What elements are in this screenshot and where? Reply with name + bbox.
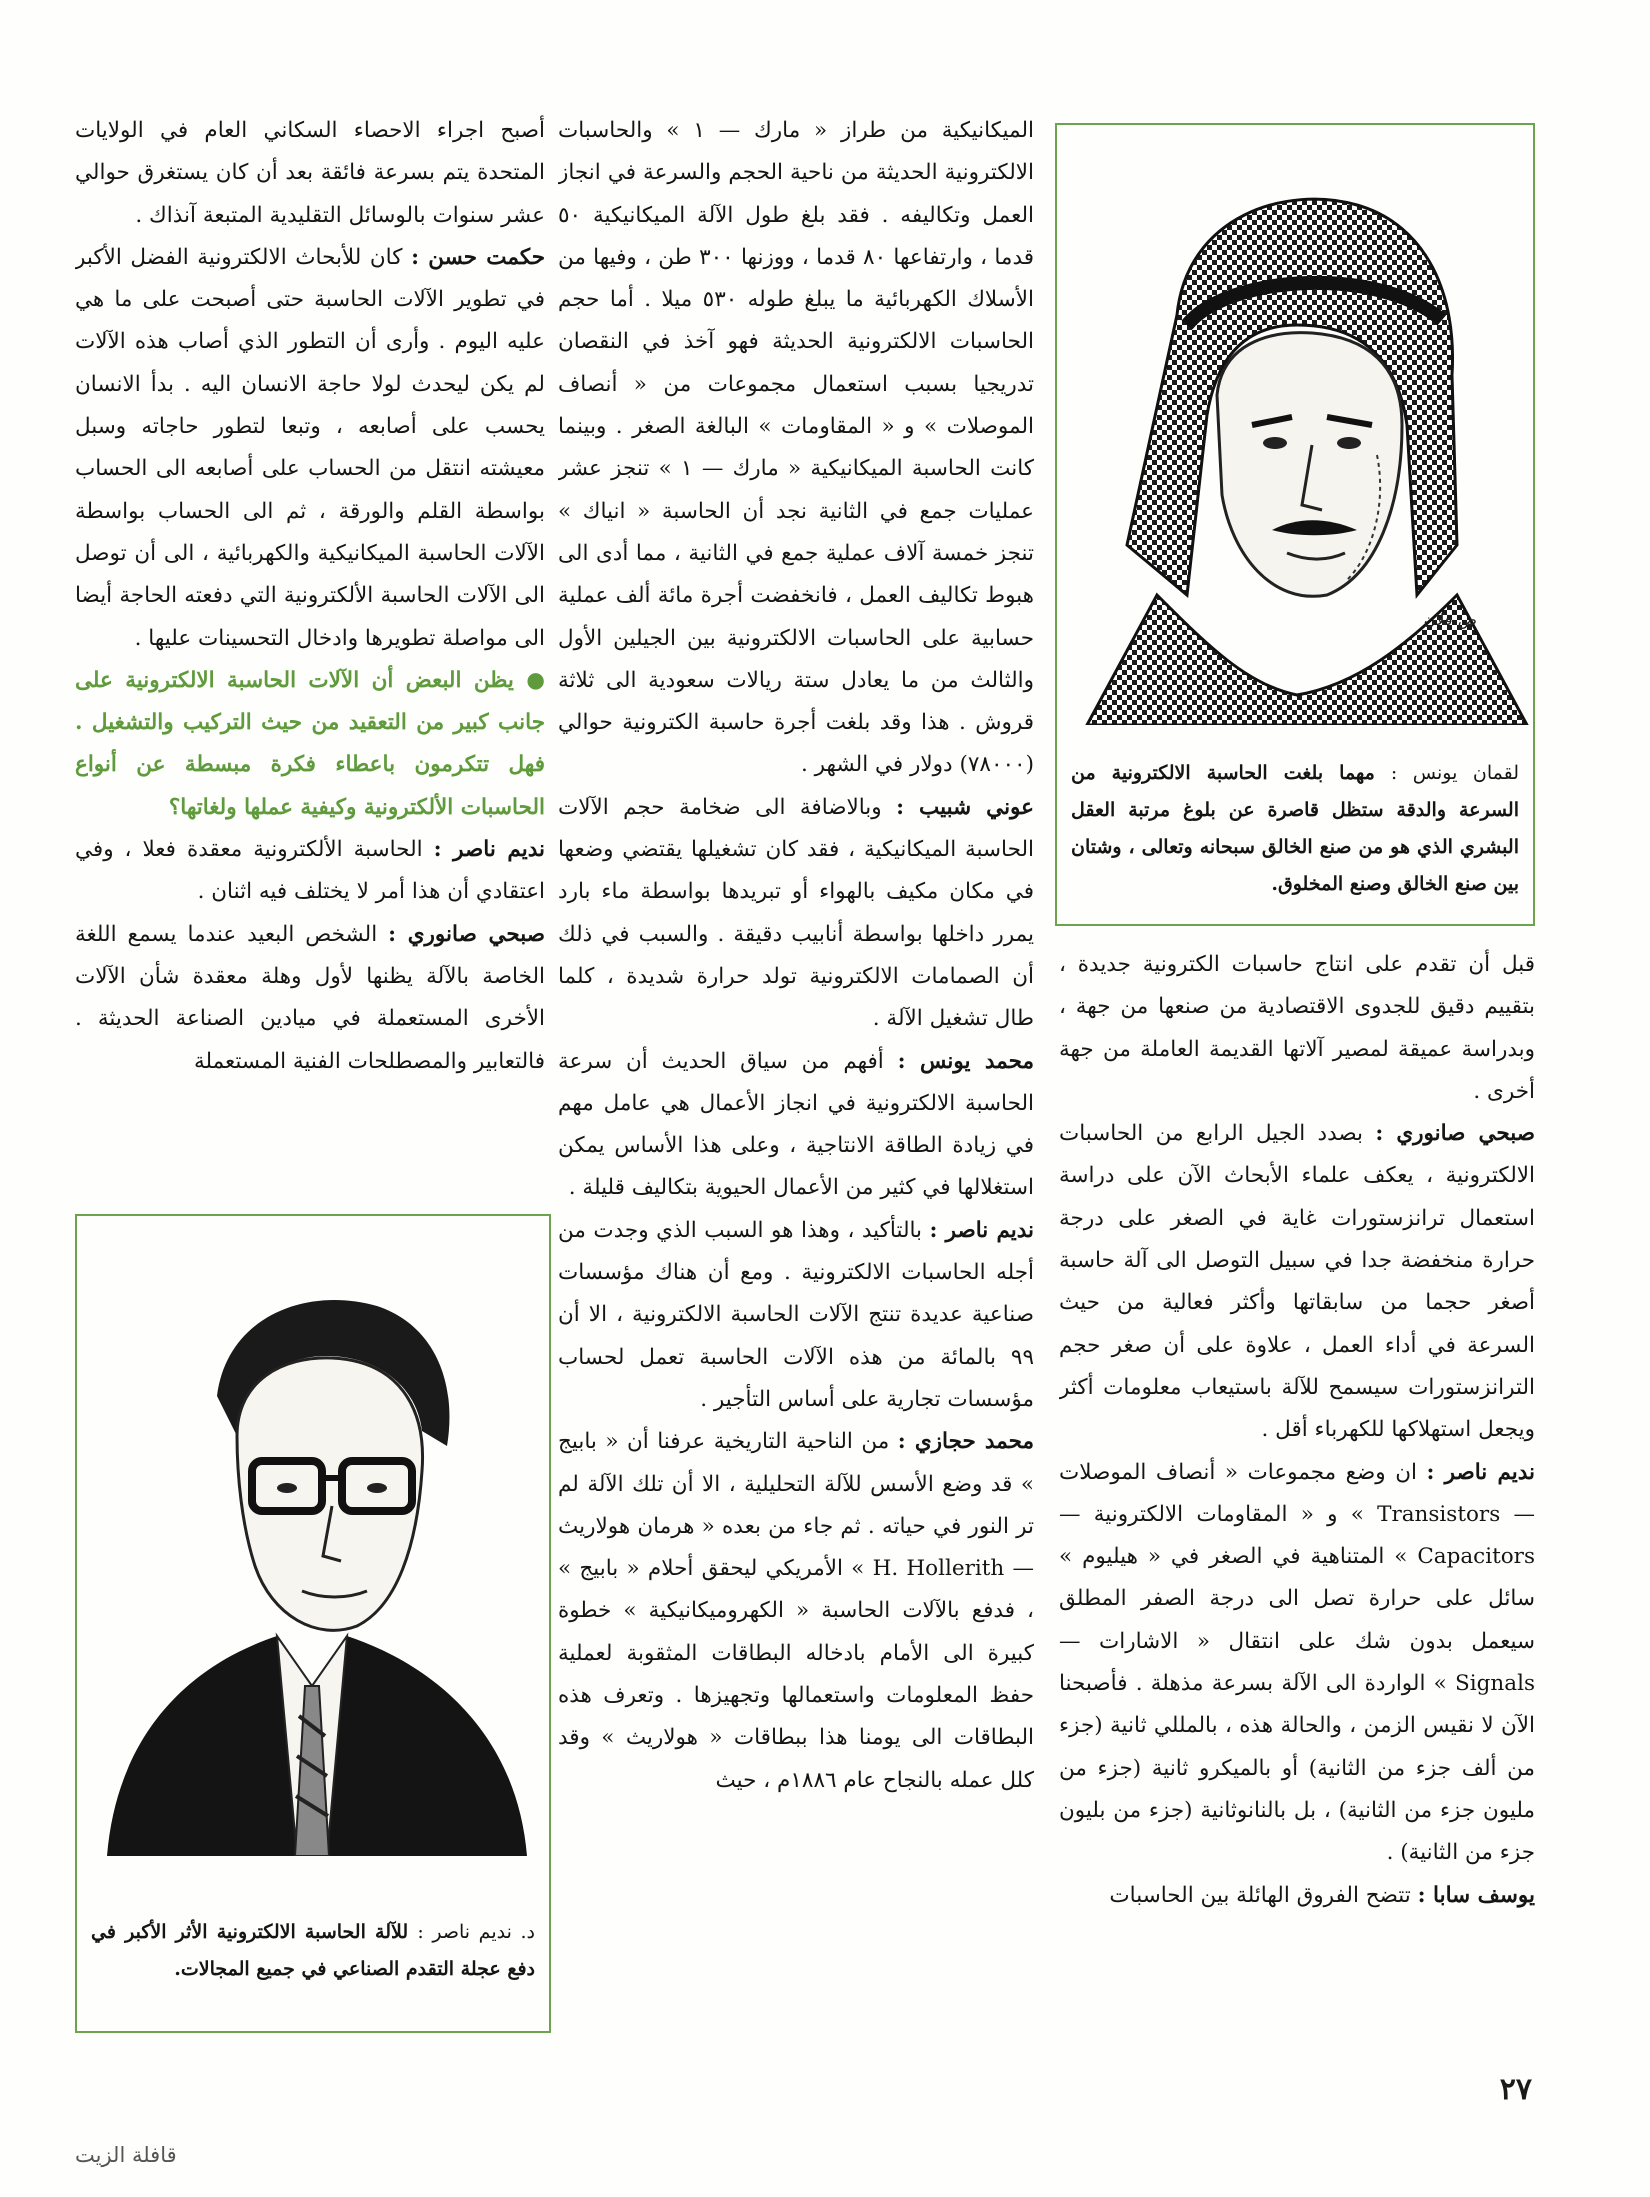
caption-luqman-text: مهما بلغت الحاسبة الالكترونية من السرعة والدقة ستظل قاصرة عن بلوغ مرتبة العقل البشري الذي هو من صنع الخالق سبحانه وتعالى ، وشتان بين صنع الخالق وصنع المخلوق. <box>1071 762 1519 895</box>
illustrator-signature: ص قلان <box>1423 610 1477 629</box>
left-paragraph-4: صبحي صانوري : الشخص البعيد عندما يسمع اللغة الخاصة بالآلة يظنها لأول وهلة معقدة شأن الآلات الأخرى المستعملة في ميادين الصناعة الحديثة . فالتعابير والمصطلحات الفنية المستعملة <box>75 921 545 1074</box>
article-column-right <box>1059 944 1535 2044</box>
portrait-nadeem-illustration <box>77 1216 549 1856</box>
portrait-box-nadeem <box>75 1214 551 2033</box>
middle-paragraph-5: محمد حجازي : من الناحية التاريخية عرفنا أن « بابيج » قد وضع الأسس للآلة التحليلية ، الا أن تلك الآلة لم تر النور في حياته . ثم جاء من بعده « هرمان هولاريث — H. Hollerith » الأمريكي ليحقق أحلام « بابيج » ، فدفع بالآلات الحاسبة « الكهروميكانيكية » خطوة كبيرة الى الأمام بادخاله البطاقات المثقوبة لعملية حفظ المعلومات واستعمالها وتجهيزها . وتعرف هذه البطاقات الى يومنا هذا ببطاقات « هولاريث » وقد كلل عمله بالنجاح عام ١٨٨٦م ، حيث <box>558 1429 1034 1793</box>
right-paragraph-3: نديم ناصر : ان وضع مجموعات « أنصاف الموصلات — Transistors » و « المقاومات الالكترونية — Capacitors » المتناهية في الصغر في « هيليوم » سائل على حرارة تصل الى درجة الصفر المطلق سيعمل بدون شك على انتقال « الاشارات — Signals » الواردة الى الآلة بسرعة مذهلة . فأصبحنا الآن لا نقيس الزمن ، والحالة هذه ، بالمللي ثانية (جزء من ألف جزء من الثانية) أو بالميكرو ثانية (جزء من مليون جزء من الثانية) ، بل بالنانوثانية (جزء من بليون جزء من الثانية) . <box>1059 1459 1535 1866</box>
left-paragraph-1: أصبح اجراء الاحصاء السكاني العام في الولايات المتحدة يتم بسرعة فائقة بعد أن كان يستغرق حوالي عشر سنوات بالوسائل التقليدية المتبعة آنذاك . <box>75 118 545 228</box>
caption-luqman-speaker: لقمان يونس : <box>1390 762 1519 784</box>
middle-paragraph-4: نديم ناصر : بالتأكيد ، وهذا هو السبب الذي وجدت من أجله الحاسبات الالكترونية . ومع أن هناك مؤسسات صناعية عديدة تنتج الآلات الحاسبة الالكترونية ، الا أن ٩٩ بالمائة من هذه الآلات الحاسبة تعمل لحساب مؤسسات تجارية على أساس التأجير . <box>558 1217 1034 1412</box>
page-number: ٢٧ <box>1499 2072 1532 2107</box>
magazine-masthead: قافلة الزيت <box>75 2143 177 2167</box>
interview-question: ● يظن البعض أن الآلات الحاسبة الالكترونية على جانب كبير من التعقيد من حيث التركيب والتشغيل . فهل تتكرمون باعطاء فكرة مبسطة عن أنواع الحاسبات الألكترونية وكيفية عملها ولغاتها؟ <box>75 667 545 820</box>
article-column-middle <box>558 110 1034 2050</box>
article-column-left <box>75 110 545 1200</box>
portrait-box-luqman <box>1055 123 1535 926</box>
portrait-luqman-illustration <box>1057 125 1533 725</box>
right-paragraph-4: يوسف سابا : تتضح الفروق الهائلة بين الحاسبات <box>1109 1882 1535 1908</box>
caption-nadeem-text: للآلة الحاسبة الالكترونية الأثر الأكبر في دفع عجلة التقدم الصناعي في جميع المجالات. <box>91 1921 535 1980</box>
right-paragraph-1: قبل أن تقدم على انتاج حاسبات الكترونية جديدة ، بتقييم دقيق للجدوى الاقتصادية من صنعها من جهة ، وبدراسة عميقة لمصير آلاتها القديمة العاملة من جهة أخرى . <box>1059 952 1535 1104</box>
left-paragraph-3: نديم ناصر : الحاسبة الألكترونية معقدة فعلا ، وفي اعتقادي أن هذا أمر لا يختلف فيه اثنان . <box>75 837 545 905</box>
caption-nadeem <box>91 1914 535 1988</box>
middle-paragraph-2: عوني شبيب : وبالاضافة الى ضخامة حجم الآلات الحاسبة الميكانيكية ، فقد كان تشغيلها يقتضي وضعها في مكان مكيف بالهواء أو تبريدها بواسطة ماء بارد يمرر داخلها بواسطة أنابيب دقيقة . والسبب في ذلك أن الصمامات الالكترونية تولد حرارة شديدة ، كلما طال تشغيل الآلة . <box>558 794 1034 1032</box>
caption-nadeem-speaker: د. نديم ناصر : <box>417 1921 535 1943</box>
left-paragraph-2: حكمت حسن : كان للأبحاث الالكترونية الفضل الأكبر في تطوير الآلات الحاسبة حتى أصبحت على ما هي عليه اليوم . وأرى أن التطور الذي أصاب هذه الآلات لم يكن ليحدث لولا حاجة الانسان اليه . بدأ الانسان يحسب على أصابعه ، وتبعا لتطور حاجاته وسبل معيشته انتقل من الحساب على أصابعه الى الحساب بواسطة القلم والورقة ، ثم الى الحساب بواسطة الآلات الحاسبة الميكانيكية والكهربائية ، الى أن توصل الى الآلات الحاسبة الألكترونية التي دفعته الحاجة أيضا الى مواصلة تطويرها وادخال التحسينات عليها . <box>75 244 545 651</box>
right-paragraph-2: صبحي صانوري : بصدد الجيل الرابع من الحاسبات الالكترونية ، يعكف علماء الأبحاث الآن على دراسة استعمال ترانزستورات غاية في الصغر على درجة حرارة منخفضة جدا في سبيل التوصل الى آلة حاسبة أصغر حجما من سابقاتها وأكثر فعالية من حيث السرعة في أداء العمل ، علاوة على أن صغر حجم الترانزستورات سيسمح للآلة باستيعاب معلومات أكثر ويجعل استهلاكها للكهرباء أقل . <box>1059 1121 1535 1443</box>
caption-luqman <box>1071 755 1519 903</box>
middle-paragraph-3: محمد يونس : أفهم من سياق الحديث أن سرعة الحاسبة الالكترونية في انجاز الأعمال هي عامل مهم في زيادة الطاقة الانتاجية ، وعلى هذا الأساس يمكن استغلالها في كثير من الأعمال الحيوية بتكاليف قليلة . <box>558 1048 1034 1201</box>
middle-paragraph-1: الميكانيكية من طراز « مارك — ١ » والحاسبات الالكترونية الحديثة من ناحية الحجم والسرعة في انجاز العمل وتكاليفه . فقد بلغ طول الآلة الميكانيكية ٥٠ قدما ، وارتفاعها ٨٠ قدما ، ووزنها ٣٠٠ طن ، وفيها من الأسلاك الكهربائية ما يبلغ طوله ٥٣٠ ميلا . أما حجم الحاسبات الالكترونية الحديثة فهو آخذ في النقصان تدريجيا بسبب استعمال مجموعات من « أنصاف الموصلات » و « المقاومات » البالغة الصغر . وبينما كانت الحاسبة الميكانيكية « مارك — ١ » تنجز عشر عمليات جمع في الثانية نجد أن الحاسبة « انياك » تنجز خمسة آلاف عملية جمع في الثانية ، مما أدى الى هبوط تكاليف العمل ، فانخفضت أجرة مائة ألف عملية حسابية على الحاسبات الالكترونية بين الجيلين الأول والثالث من ما يعادل ستة ريالات سعودية الى ثلاثة قروش . هذا وقد بلغت أجرة حاسبة الكترونية حوالي (٧٨٠٠٠) دولار في الشهر . <box>558 118 1034 778</box>
